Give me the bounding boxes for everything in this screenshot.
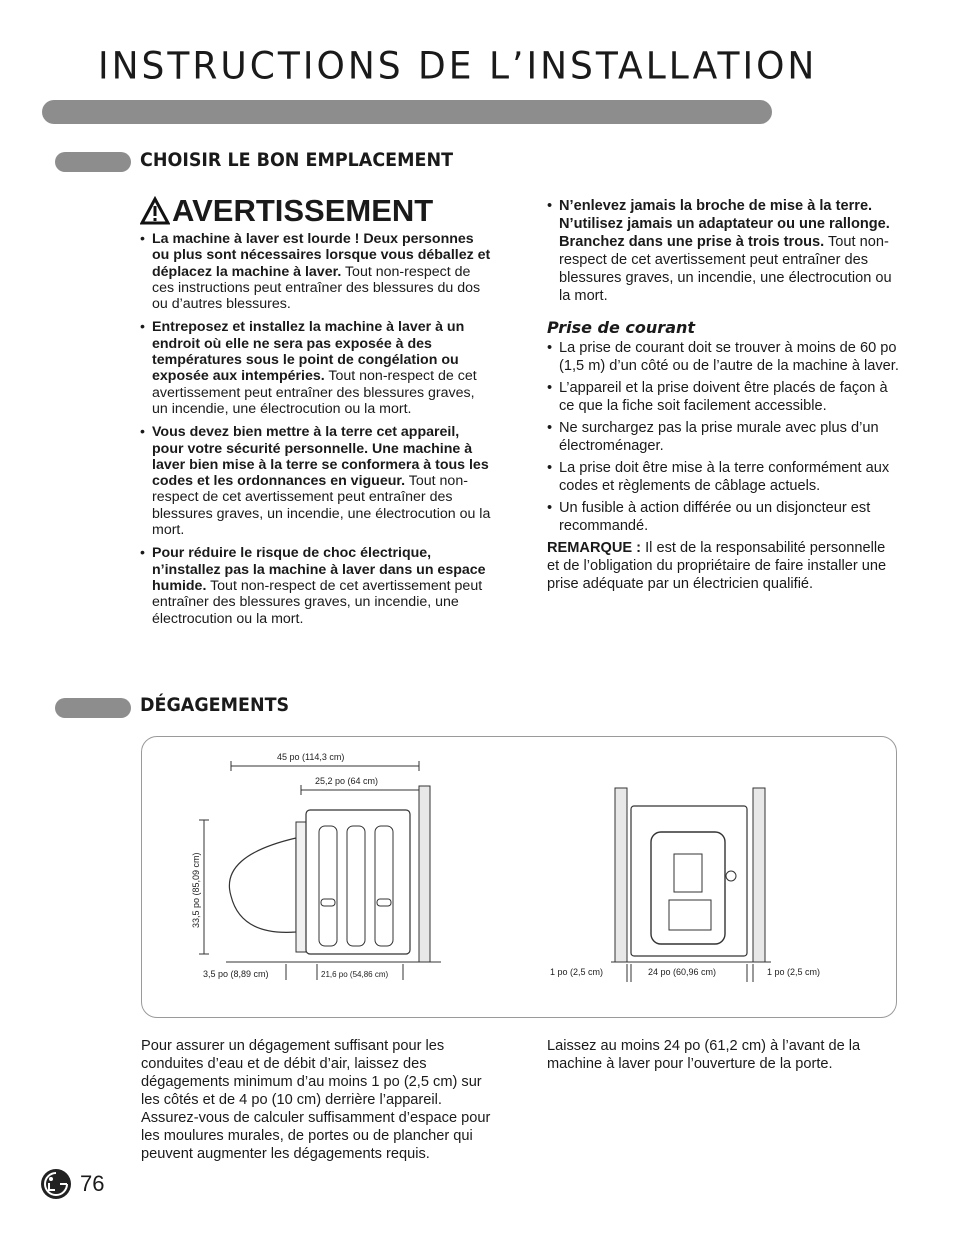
section-pill [55, 698, 131, 718]
warning-item: • Vous devez bien mettre à la terre cet appareil, pour votre sécurité personnelle. Une machine à laver bien mise à la terre se conformera à tous les codes et les ordonnances en vigueur. Tout non-respect de cet avertissement peut entraîner des blessures graves, un incendie, une électrocution ou la mort. [140, 424, 492, 538]
warning-right-column [547, 197, 899, 593]
dim-cabinet-depth: 25,2 po (64 cm) [315, 776, 379, 786]
outlet-heading: Prise de courant [547, 318, 696, 337]
outlet-item: • L’appareil et la prise doivent être placés de façon à ce que la fiche soit facilement accessible. [547, 379, 899, 415]
page-title: INSTRUCTIONS DE L’INSTALLATION [98, 44, 818, 89]
clearance-diagrams [141, 736, 897, 1018]
back-view-diagram [550, 788, 820, 982]
lg-logo-icon [40, 1168, 72, 1200]
outlet-item: • Un fusible à action différée ou un disjoncteur est recommandé. [547, 499, 899, 535]
clearance-paragraph-right: Laissez au moins 24 po (61,2 cm) à l’avant de la machine à laver pour l’ouverture de la porte. [547, 1038, 861, 1072]
warning-title: AVERTISSEMENT [172, 193, 434, 228]
warning-left-column [140, 231, 492, 634]
dim-body-depth: 21,6 po (54,86 cm) [321, 970, 389, 979]
warning-heading [140, 193, 433, 229]
warning-item: • La machine à laver est lourde ! Deux personnes ou plus sont nécessaires lorsque vous déballez et déplacez la machine à laver. Tout non-respect de ces instructions peut entraîner des blessures du dos ou d’autres blessures. [140, 231, 492, 312]
side-view-diagram [191, 752, 441, 980]
warning-item: • Entreposez et installez la machine à laver à un endroit où elle ne sera pas exposée à des températures sous le point de congélation ou exposée aux intempéries. Tout non-respect de cet avertissement peut entraîner des blessures graves, un incendie, une électrocution ou la mort. [140, 319, 492, 417]
header-bar [42, 100, 772, 124]
warning-triangle-icon [140, 196, 170, 226]
dim-total-depth: 45 po (114,3 cm) [277, 752, 345, 762]
warning-item: • Pour réduire le risque de choc électrique, n’installez pas la machine à laver dans un espace humide. Tout non-respect de cet avertissement peut entraîner des blessures graves, un incendie, une électrocution ou la mort. [140, 545, 492, 626]
dim-front-clearance: 3,5 po (8,89 cm) [203, 969, 269, 979]
outlet-item: • La prise de courant doit se trouver à moins de 60 po (1,5 m) d’un côté ou de l’autre de la machine à laver. [547, 339, 899, 375]
warning-item: • N’enlevez jamais la broche de mise à la terre. N’utilisez jamais un adaptateur ou une rallonge. Branchez dans une prise à trois trous. Tout non-respect de cet avertissement peut entraîner des blessures graves, un incendie, une électrocution ou la mort. [547, 197, 899, 305]
page-number: 76 [80, 1171, 105, 1196]
dim-left-gap: 1 po (2,5 cm) [550, 967, 604, 977]
outlet-item: • Ne surchargez pas la prise murale avec plus d’un électroménager. [547, 419, 899, 455]
dim-right-gap: 1 po (2,5 cm) [767, 967, 821, 977]
section-heading-clearances: DÉGAGEMENTS [140, 694, 290, 716]
dim-width: 24 po (60,96 cm) [648, 967, 717, 977]
clearance-paragraph-left: Pour assurer un dégagement suffisant pour les conduites d’eau et de débit d’air, laissez des dégagements minimum d’au moins 1 po (2,5 cm) sur les côtés et de 4 po (10 cm) derrière l’appareil. Assurez-vous de calculer suffisamment d’espace pour les moulures murales, de portes ou de plancher qui peuvent augmenter les dégagements requis. [141, 1038, 491, 1162]
outlet-item: • La prise doit être mise à la terre conformément aux codes et règlements de câblage actuels. [547, 459, 899, 495]
lg-logo [40, 1168, 72, 1200]
section-pill [55, 152, 131, 172]
section-heading-location: CHOISIR LE BON EMPLACEMENT [140, 149, 454, 171]
note: REMARQUE : Il est de la responsabilité personnelle et de l’obligation du propriétaire de faire installer une prise adéquate par un électricien qualifié. [547, 540, 887, 592]
dim-height: 33,5 po (85,09 cm) [191, 852, 201, 928]
